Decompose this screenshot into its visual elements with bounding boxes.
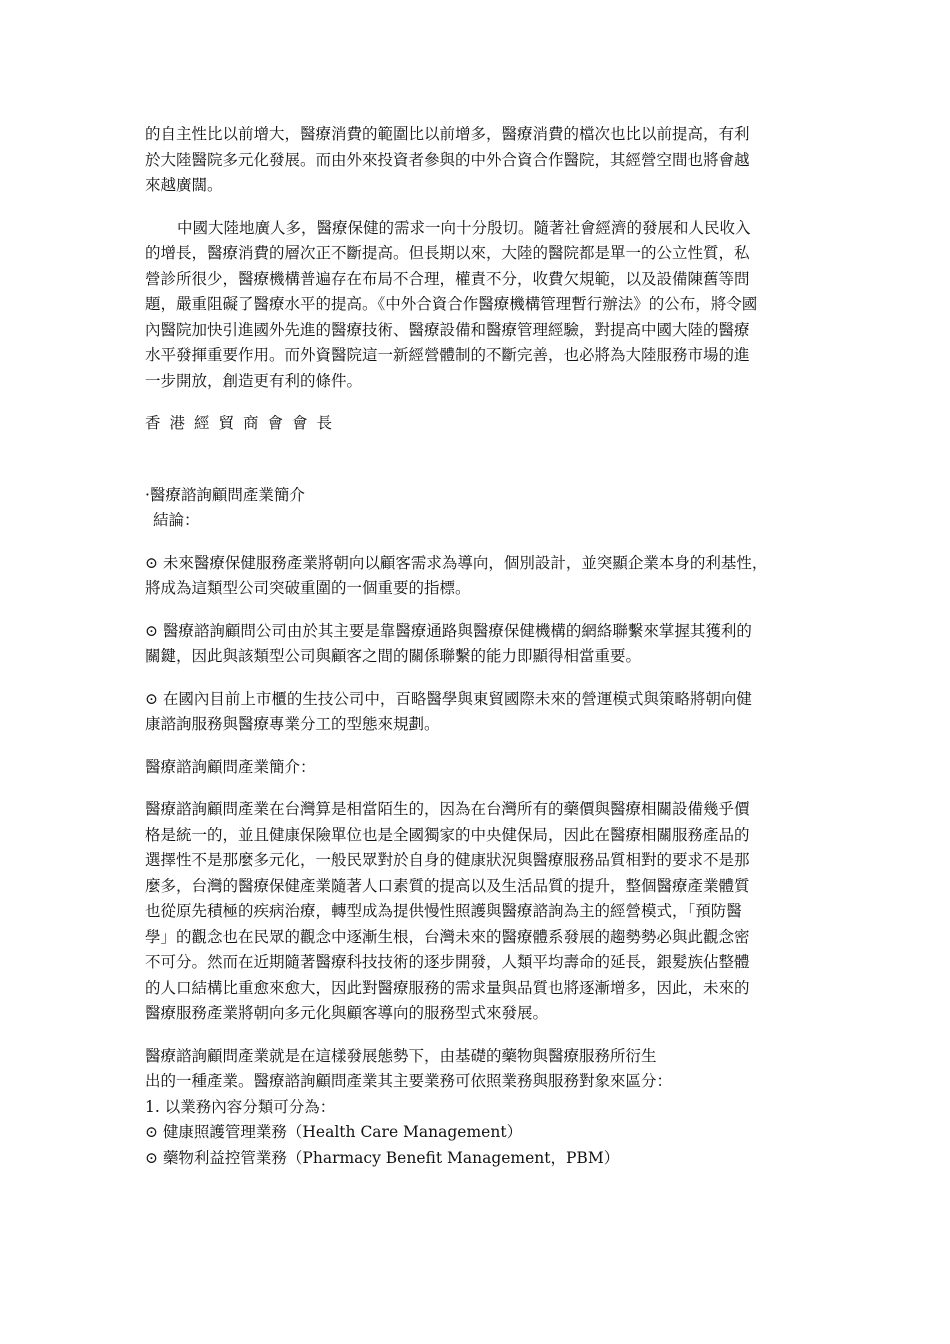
text-line: 中國大陸地廣人多，醫療保健的需求一向十分殷切。隨著社會經濟的發展和人民收入: [177, 218, 751, 237]
text-line: 也從原先積極的疾病治療，轉型成為提供慢性照護與醫療諮詢為主的經營模式，「預防醫: [145, 902, 742, 920]
business-paragraph: [145, 1044, 825, 1172]
text-line: 營診所很少，醫療機構普遍存在布局不合理，權責不分，收費欠規範，以及設備陳舊等問: [145, 269, 750, 288]
text-line: 不可分。然而在近期隨著醫療科技技術的逐步開發，人類平均壽命的延長，銀髮族佔整體: [145, 953, 750, 971]
text-line: ⊙ 未來醫療保健服務產業將朝向以顧客需求為導向，個別設計，並突顯企業本身的利基性，: [145, 553, 768, 572]
text-line: 學」的觀念也在民眾的觀念中逐漸生根，台灣未來的醫療體系發展的趨勢勢必與此觀念密: [145, 927, 750, 946]
list-heading: 1. 以業務內容分類可分為：: [145, 1097, 336, 1116]
list-item: ⊙ 健康照護管理業務（Health Care Management）: [145, 1123, 523, 1141]
text-line: 醫療諮詢顧問產業在台灣算是相當陌生的，因為在台灣所有的藥價與醫療相關設備幾乎價: [145, 800, 750, 818]
text-line: 出的一種產業。醫療諮詢顧問產業其主要業務可依照業務與服務對象來區分：: [145, 1072, 673, 1090]
section-heading: ·醫療諮詢顧問產業簡介: [145, 485, 305, 504]
text-line: 題，嚴重阻礙了醫療水平的提高。《中外合資合作醫療機構管理暫行辦法》的公布，將令國: [145, 295, 758, 313]
section-heading-block: [145, 483, 825, 534]
text-line: 醫療服務產業將朝向多元化與顧客導向的服務型式來發展。: [145, 1004, 549, 1022]
intro-heading: 醫療諮詢顧問產業簡介：: [145, 757, 316, 776]
text-line: 醫療諮詢顧問產業就是在這樣發展態勢下，由基礎的藥物與醫療服務所衍生: [145, 1046, 657, 1065]
signature: 香港經貿商會會長: [145, 414, 342, 432]
text-line: 選擇性不是那麼多元化，一般民眾對於自身的健康狀況與醫療服務品質相對的要求不是那: [145, 851, 750, 869]
text-line: 於大陸醫院多元化發展。而由外來投資者參與的中外合資合作醫院，其經營空間也將會越: [145, 150, 750, 169]
section-subheading: 結論：: [153, 511, 200, 529]
text-line: 水平發揮重要作用。而外資醫院這一新經營體制的不斷完善，也必將為大陸服務市場的進: [145, 346, 750, 364]
text-line: 的增長，醫療消費的層次正不斷提高。但長期以來，大陸的醫院都是單一的公立性質，私: [145, 244, 750, 262]
text-line: 內醫院加快引進國外先進的醫療技術、醫療設備和醫療管理經驗，對提高中國大陸的醫療: [145, 320, 750, 339]
document-page: [145, 122, 825, 1171]
paragraph-2: [145, 216, 825, 395]
text-line: 的自主性比以前增大，醫療消費的範圍比以前增多，醫療消費的檔次也比以前提高，有利: [145, 125, 750, 143]
intro-paragraph: [145, 797, 825, 1027]
text-line: 康諮詢服務與醫療專業分工的型態來規劃。: [145, 715, 440, 733]
text-line: 麼多，台灣的醫療保健產業隨著人口素質的提高以及生活品質的提升，整個醫療產業體質: [145, 876, 750, 895]
text-line: 的人口結構比重愈來愈大，因此對醫療服務的需求量與品質也將逐漸增多，因此，未來的: [145, 978, 750, 997]
conclusion-item: [145, 619, 825, 670]
paragraph-1: [145, 122, 825, 199]
text-line: ⊙ 在國內目前上市櫃的生技公司中，百略醫學與東貿國際未來的營運模式與策略將朝向健: [145, 689, 752, 708]
text-line: 將成為這類型公司突破重圍的一個重要的指標。: [145, 579, 471, 597]
text-line: 關鍵，因此與該類型公司與顧客之間的關係聯繫的能力即顯得相當重要。: [145, 647, 642, 665]
text-line: 一步開放，創造更有利的條件。: [145, 371, 363, 390]
text-line: 格是統一的，並且健康保險單位也是全國獨家的中央健保局，因此在醫療相關服務產品的: [145, 825, 750, 844]
text-line: 來越廣闊。: [145, 176, 223, 194]
conclusion-item: [145, 687, 825, 738]
text-line: ⊙ 醫療諮詢顧問公司由於其主要是靠醫療通路與醫療保健機構的網絡聯繫來掌握其獲利的: [145, 621, 752, 640]
list-item: ⊙ 藥物利益控管業務（Pharmacy Benefit Management，PBM）: [145, 1148, 620, 1167]
conclusion-item: [145, 551, 825, 602]
